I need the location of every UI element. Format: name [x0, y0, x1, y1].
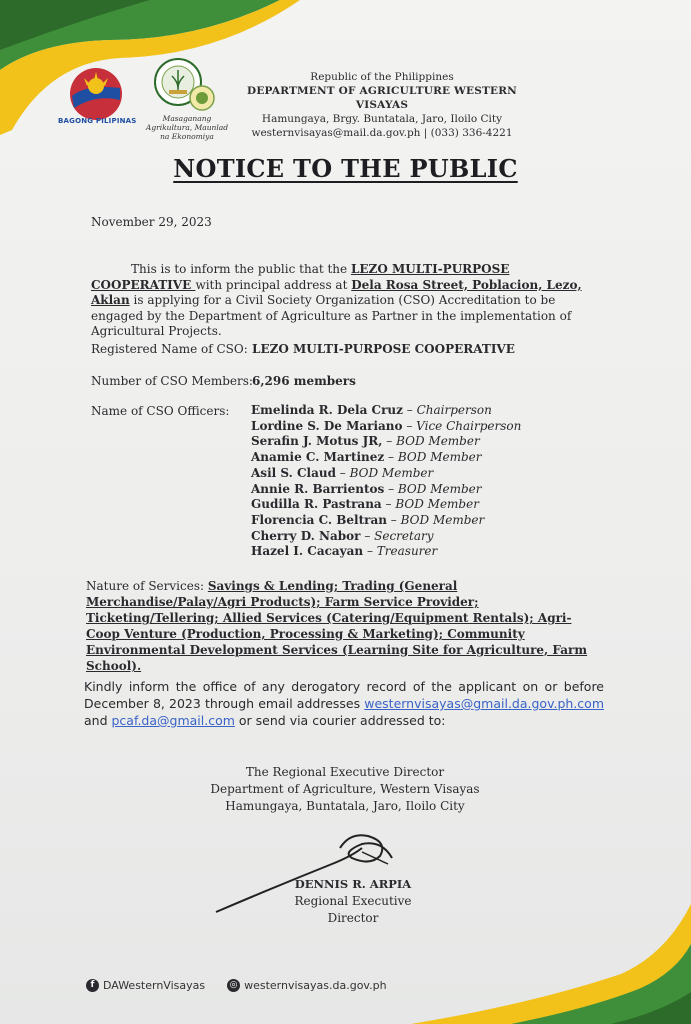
nature-services-list: Savings & Lending; Trading (General Merchandise/Palay/Agri Products); Farm Service Provider; Ticketing/Tellering; Allied Services (Catering/Equipment Rentals); Agri-Coop Venture (Production, Processing & Marketing); Community Environmental Development Services (Learning Site for Agriculture, Farm School). — [86, 579, 588, 673]
agency-name: DEPARTMENT OF AGRICULTURE WESTERN VISAYAS — [247, 85, 517, 111]
address-line: Department of Agriculture, Western Visayas — [210, 782, 480, 796]
registered-name-value: LEZO MULTI-PURPOSE COOPERATIVE — [252, 342, 515, 356]
officers-label: Name of CSO Officers: — [91, 404, 230, 418]
footer-facebook[interactable]: DAWesternVisayas — [103, 979, 206, 992]
intro-text-2: with principal address at — [195, 277, 352, 292]
da-motto: Masaganang Agrikultura, Maunlad na Ekonomiya — [145, 114, 229, 141]
agency-address: Hamungaya, Brgy. Buntatala, Jaro, Iloilo City — [261, 113, 503, 125]
address-line: Hamungaya, Buntatala, Jaro, Iloilo City — [225, 799, 465, 813]
email-link-pcaf[interactable]: pcaf.da@gmail.com — [111, 713, 235, 728]
nature-label: Nature of Services: — [86, 579, 208, 593]
letterhead — [232, 70, 532, 140]
courier-address-block — [180, 764, 510, 815]
page-title: NOTICE TO THE PUBLIC — [173, 154, 518, 183]
members-label: Number of CSO Members: — [91, 374, 253, 388]
coop-name-inline: LEZO MULTI-PURPOSE COOPERATIVE — [91, 262, 510, 292]
request-paragraph: Kindly inform the office of any derogatory record of the applicant on or before December 8, 2023 through email addresses westernvisayas@gmail.da.gov.ph.com and pcaf.da@gmail.com or send via courier addressed to: — [84, 679, 604, 728]
notice-date: November 29, 2023 — [91, 215, 212, 229]
officer-row: Serafin J. Motus JR, – BOD Member — [251, 434, 480, 449]
officer-row: Anamie C. Martinez – BOD Member — [251, 450, 482, 465]
members-value: 6,296 members — [252, 374, 356, 388]
officer-row: Cherry D. Nabor – Secretary — [251, 528, 434, 543]
facebook-icon: f — [86, 979, 99, 992]
footer-website[interactable]: westernvisayas.da.gov.ph — [244, 979, 387, 992]
coop-address-inline: Dela Rosa Street, Poblacion, Lezo, Aklan — [91, 277, 582, 307]
address-line: The Regional Executive Director — [245, 765, 445, 779]
republic-line: Republic of the Philippines — [310, 71, 454, 83]
agency-contact: westernvisayas@mail.da.gov.ph | (033) 336-4221 — [251, 127, 513, 139]
bagong-pilipinas-label: BAGONG PILIPINAS — [58, 117, 137, 125]
officer-row: Florencia C. Beltran – BOD Member — [251, 512, 485, 527]
officer-row: Annie R. Barrientos – BOD Member — [251, 481, 482, 496]
bagong-pilipinas-logo-icon — [66, 66, 126, 122]
footer-wave-decoration — [391, 904, 691, 1024]
officers-list — [251, 403, 521, 560]
signatory-name: DENNIS R. ARPIA — [294, 877, 412, 891]
intro-text-1: This is to inform the public that the — [131, 262, 351, 276]
intro-paragraph — [91, 262, 600, 340]
intro-text-3: is applying for a Civil Society Organization (CSO) Accreditation to be engaged by the Department of Agriculture as Partner in the implementation of Agricultural Projects. — [91, 293, 572, 338]
email-link-westernvisayas[interactable]: westernvisayas@gmail.da.gov.ph.com — [364, 696, 604, 711]
signatory-title: Regional Executive Director — [294, 894, 412, 925]
footer — [86, 979, 387, 992]
officer-row: Gudilla R. Pastrana – BOD Member — [251, 497, 479, 512]
registered-name-label: Registered Name of CSO: — [91, 342, 248, 356]
department-of-agriculture-seal-icon — [152, 56, 216, 114]
officer-row: Emelinda R. Dela Cruz – Chairperson — [251, 403, 492, 417]
officer-row: Lordine S. De Mariano – Vice Chairperson — [251, 418, 522, 433]
officer-row: Asil S. Claud – BOD Member — [251, 465, 434, 480]
nature-of-services — [86, 578, 596, 674]
officer-row: Hazel I. Cacayan – Treasurer — [251, 544, 438, 559]
globe-icon: ◎ — [227, 979, 240, 992]
